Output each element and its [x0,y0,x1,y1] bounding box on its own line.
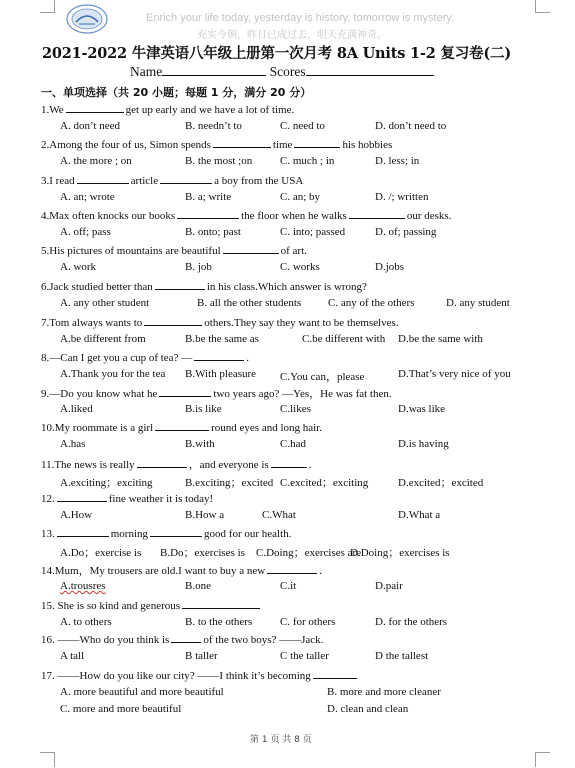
page-footer: 第 1 页 共 8 页 [250,735,312,745]
option-d: D. less; in [375,155,420,167]
option-c: C. for others [280,616,336,628]
question-stem [41,491,213,505]
question-text: 3.I read [41,175,75,187]
question-stem [41,208,451,222]
option-d: D. clean and clean [327,703,409,715]
option-b: B. needn’t to [185,120,242,132]
answer-blank [159,386,211,397]
question-stem [41,137,392,151]
option-c: C.Doing；exercises are [256,547,362,559]
option-d: D.excited；excited [398,477,484,489]
question-text: . [246,352,249,364]
question-text: two years ago? —Yes，He was fat then. [213,388,392,400]
question-text: 14.Mum，My trousers are old.I want to buy a new [41,565,266,577]
option-a: A. don’t need [60,120,120,132]
answer-blank [349,208,405,219]
option-b: B.Do；exercises is [160,547,245,559]
question-text: 11.The news is really [41,459,135,471]
answer-blank [66,102,124,113]
answer-blank [177,208,239,219]
scores-blank [306,65,434,76]
option-c: C. works [280,261,320,273]
question-text: 17. ——How do you like our city? ——I think it’s becoming [41,670,311,682]
scores-label: Scores [269,64,306,79]
answer-blank [150,526,202,537]
question-text: 8.—Can I get you a cup of tea? — [41,352,193,364]
option-b: B. the most ;on [185,155,253,167]
answer-blank [213,137,271,148]
answer-blank [171,632,201,643]
option-d: D. any student [446,297,510,309]
crop-mark-bottom-left [40,752,55,767]
option-c: C. need to [280,120,325,132]
question-text: 1.We [41,104,64,116]
answer-blank [267,563,317,574]
question-stem [41,173,303,187]
option-a: A. more beautiful and more beautiful [60,686,224,698]
option-a: A. to others [60,616,112,628]
option-b: B.exciting；excited [185,477,274,489]
answer-blank [77,173,129,184]
question-text: 12. [41,493,55,505]
question-stem [41,102,294,116]
option-c: C.likes [280,403,311,415]
question-text: a boy from the USA [214,175,304,187]
option-b: B. to the others [185,616,253,628]
question-text: article [130,175,159,187]
option-d: D.That’s very nice of you [398,368,511,380]
option-c: C. into; passed [280,226,346,238]
option-b: B. a; write [185,191,232,203]
option-a: A tall [60,650,85,662]
answer-blank [294,137,340,148]
question-stem [41,456,311,472]
answer-blank [137,457,187,468]
question-stem [41,420,322,434]
option-c: C. more and more beautiful [60,703,182,715]
question-text: 6.Jack studied better than [41,281,153,293]
answer-blank [57,491,107,502]
answer-blank [271,457,307,468]
option-c: C.had [280,438,306,450]
question-text: time [272,139,293,151]
option-a: A.has [60,438,86,450]
question-stem [41,632,323,646]
name-label: Name [130,64,163,79]
option-a: A. the more ; on [60,155,132,167]
option-a: A. an; wrote [60,191,115,203]
option-c: C the taller [280,650,329,662]
question-text: 13. [41,528,55,540]
option-c: C.excited；exciting [280,477,369,489]
option-b: B. more and more cleaner [327,686,441,698]
exam-title: 2021-2022 牛津英语八年级上册第一次月考 8A Units 1-2 复习卷(二) [42,45,511,62]
question-text: his hobbies [342,139,393,151]
option-d: D.is having [398,438,449,450]
option-b: B.be the same as [185,333,259,345]
option-a: A. off; pass [60,226,111,238]
question-text: 7.Tom always wants to [41,317,143,329]
watermark-english: Enrich your life today, yesterday is history, tomorrow is mystery. [146,12,455,24]
answer-blank [160,173,212,184]
watermark-chinese: 充实今朝，昨日已成过去，明天充满神奇。 [197,30,387,41]
option-c: C. any of the others [328,297,415,309]
option-b: B.one [185,580,211,592]
question-text: . [319,565,322,577]
option-c: C.What [262,509,296,521]
question-text: of art. [280,245,307,257]
answer-blank [57,526,109,537]
option-d: D.jobs [375,261,405,273]
option-c: C. much ; in [280,155,335,167]
question-text: fine weather it is today! [108,493,214,505]
question-stem [41,562,322,578]
answer-blank [223,243,279,254]
answer-blank [144,315,202,326]
option-a: A.Do；exercise is [60,547,142,559]
question-text: round eyes and long hair. [211,422,323,434]
question-text: of the two boys? ——Jack. [203,634,324,646]
option-b: B. all the other students [197,297,302,309]
option-b: B taller [185,650,218,662]
option-a: A.exciting；exciting [60,477,153,489]
answer-blank [313,668,357,679]
option-d: D. don’t need to [375,120,447,132]
question-text: our desks. [406,210,452,222]
option-a: A. any other student [60,297,150,309]
crop-mark-top-left [40,0,55,13]
option-d: D. for the others [375,616,448,628]
option-b: B.with [185,438,215,450]
option-b: B.is like [185,403,222,415]
section-title: 一、单项选择（共 20 小题；每题 1 分，满分 20 分） [41,86,312,99]
option-b: B. onto; past [185,226,241,238]
option-b: B.With pleasure [185,368,257,380]
option-c: C.be different with [302,333,386,345]
option-b: B.How a [185,509,225,521]
crop-mark-top-right [535,0,550,13]
name-blank [162,65,266,76]
question-text: others.They say they want to be themselves. [204,317,399,329]
name-score-line [130,64,434,80]
question-text: in his class.Which answer is wrong? [206,281,367,293]
question-text: morning [110,528,149,540]
question-text: 16. ——Who do you think is [41,634,170,646]
question-text: 15. She is so kind and generous [41,600,181,612]
question-stem [41,526,291,540]
option-c: C.it [280,580,297,592]
question-text: 5.His pictures of mountains are beautiful [41,245,221,257]
option-a: A. work [60,261,97,273]
question-stem [41,350,249,364]
question-text: get up early and we have a lot of time. [125,104,295,116]
question-stem [41,385,392,401]
option-d: D the tallest [375,650,429,662]
question-stem [41,279,367,293]
option-d: D. /; written [375,191,429,203]
question-stem [41,598,262,612]
option-d: D.was like [398,403,446,415]
question-stem [41,315,399,329]
question-text: the floor when he walks [241,210,347,222]
option-d: D.Doing；exercises is [350,547,450,559]
question-text: . [308,459,312,471]
school-logo-icon [66,4,108,34]
question-stem [41,243,307,257]
question-text: good for our health. [204,528,292,540]
option-a: A.trousres [60,580,106,592]
option-c: C.You can，please [280,371,365,383]
question-text: 2.Among the four of us, Simon spends [41,139,211,151]
option-c: C. an; by [280,191,321,203]
crop-mark-bottom-right [535,752,550,767]
option-d: D. of; passing [375,226,437,238]
question-text: ，and everyone is [188,459,269,471]
option-d: D.be the same with [398,333,483,345]
answer-blank [182,598,260,609]
option-b: B. job [185,261,212,273]
answer-blank [155,420,209,431]
option-d: D.What a [398,509,441,521]
option-a: A.Thank you for the tea [60,368,166,380]
answer-blank [155,279,205,290]
question-text: 9.—Do you know what he [41,388,158,400]
option-a: A.be different from [60,333,146,345]
question-stem [41,668,359,682]
answer-blank [194,350,244,361]
option-a: A.liked [60,403,93,415]
question-text: 4.Max often knocks our books [41,210,176,222]
question-text: 10.My roommate is a girl [41,422,154,434]
option-d: D.pair [375,580,403,592]
option-a: A.How [60,509,93,521]
